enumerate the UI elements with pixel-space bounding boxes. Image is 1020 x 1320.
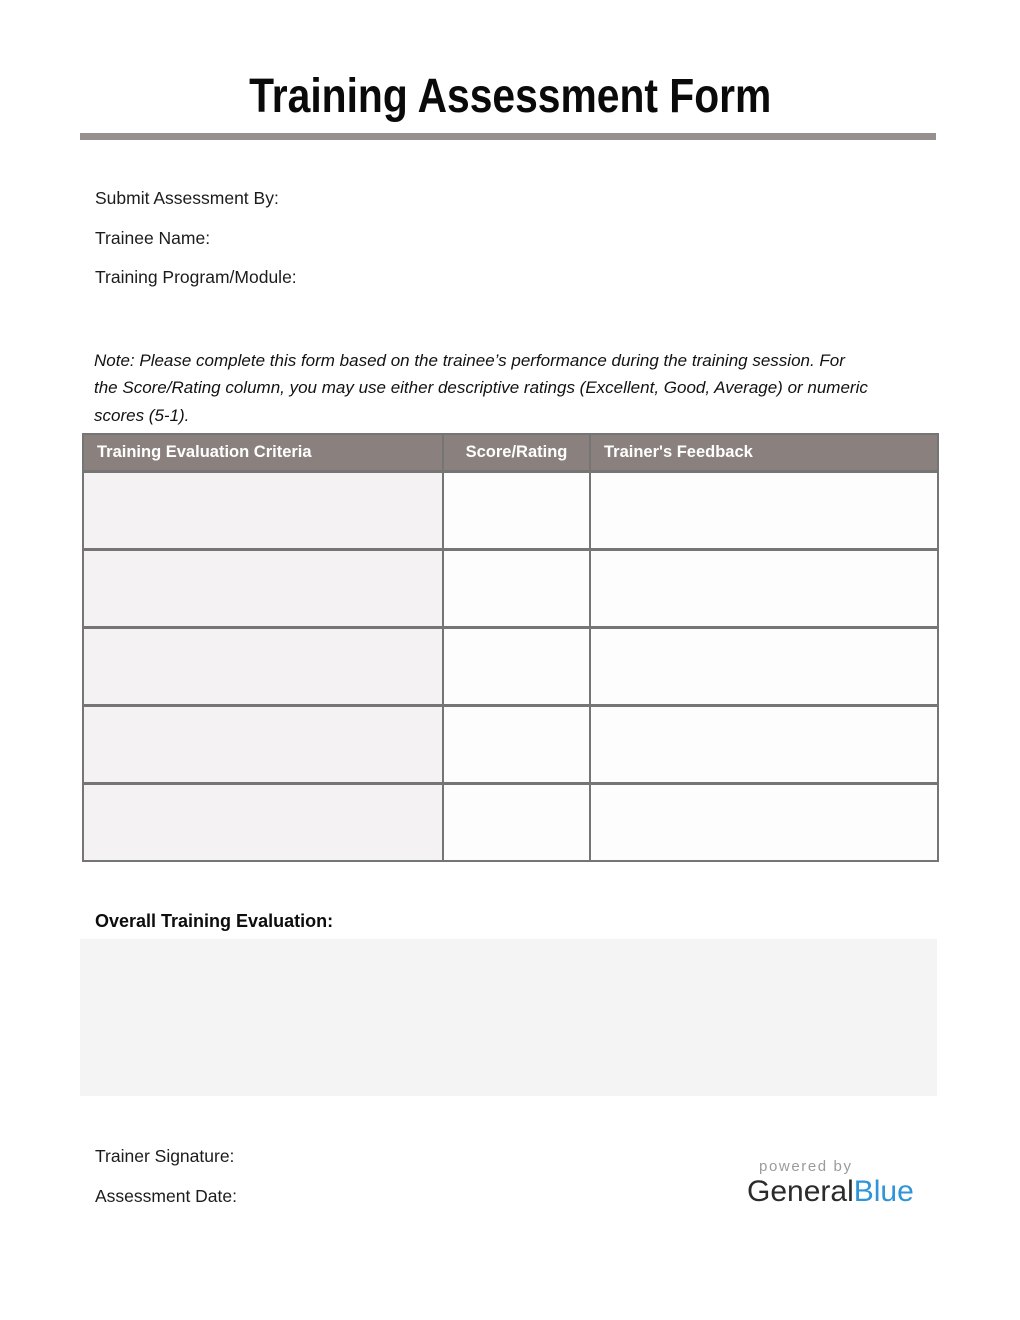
score-cell[interactable] xyxy=(443,705,590,783)
score-cell[interactable] xyxy=(443,549,590,627)
evaluation-row xyxy=(83,705,938,783)
note-line-2: the Score/Rating column, you may use either descriptive ratings (Excellent, Good, Average) or numeric xyxy=(94,378,868,398)
overall-evaluation-box[interactable] xyxy=(80,939,937,1096)
header-trainers-feedback: Trainer's Feedback xyxy=(590,434,938,471)
brand-name-blue: Blue xyxy=(853,1175,914,1208)
feedback-cell[interactable] xyxy=(590,549,938,627)
criteria-cell[interactable] xyxy=(83,783,443,861)
instruction-note xyxy=(94,347,868,429)
criteria-cell[interactable] xyxy=(83,471,443,549)
trainer-signature-label: Trainer Signature: xyxy=(95,1146,235,1166)
field-trainee-name xyxy=(95,228,522,249)
criteria-cell[interactable] xyxy=(83,627,443,705)
powered-by-text: powered by xyxy=(759,1158,853,1175)
field-training-program xyxy=(95,267,522,288)
brand-name-general: General xyxy=(747,1175,854,1208)
overall-evaluation-label: Overall Training Evaluation: xyxy=(95,911,334,931)
feedback-cell[interactable] xyxy=(590,783,938,861)
evaluation-row xyxy=(83,549,938,627)
criteria-cell[interactable] xyxy=(83,549,443,627)
page-title-text: Training Assessment Form xyxy=(248,70,772,123)
feedback-cell[interactable] xyxy=(590,705,938,783)
header-row xyxy=(83,434,938,471)
training-program-value[interactable] xyxy=(302,268,522,288)
brand-name xyxy=(747,1176,947,1208)
evaluation-row xyxy=(83,471,938,549)
submit-assessment-by-label: Submit Assessment By: xyxy=(95,188,279,208)
field-submit-assessment-by xyxy=(95,188,522,209)
criteria-cell[interactable] xyxy=(83,705,443,783)
evaluation-table-header xyxy=(83,434,938,471)
trainer-signature-value[interactable] xyxy=(239,1147,459,1167)
note-line-1: Note: Please complete this form based on the trainee’s performance during the training session. For xyxy=(94,351,845,370)
score-cell[interactable] xyxy=(443,471,590,549)
assessment-date-value[interactable] xyxy=(242,1187,462,1207)
page-title xyxy=(0,72,1020,122)
trainee-name-label: Trainee Name: xyxy=(95,227,211,248)
header-score-rating: Score/Rating xyxy=(443,434,590,471)
evaluation-row xyxy=(83,627,938,705)
score-cell[interactable] xyxy=(443,627,590,705)
field-trainer-signature xyxy=(95,1146,459,1167)
feedback-cell[interactable] xyxy=(590,627,938,705)
training-program-label: Training Program/Module: xyxy=(95,267,297,287)
trainee-name-value[interactable] xyxy=(215,229,435,249)
evaluation-table xyxy=(82,433,939,862)
header-criteria: Training Evaluation Criteria xyxy=(83,434,443,471)
form-fields xyxy=(95,188,522,307)
general-blue-logo xyxy=(747,1158,947,1208)
feedback-cell[interactable] xyxy=(590,471,938,549)
field-assessment-date xyxy=(95,1186,462,1207)
evaluation-row xyxy=(83,783,938,861)
assessment-date-label: Assessment Date: xyxy=(95,1186,237,1206)
evaluation-table-body xyxy=(83,471,938,861)
score-cell[interactable] xyxy=(443,783,590,861)
submit-assessment-by-value[interactable] xyxy=(284,189,504,209)
title-accent-bar xyxy=(80,133,936,140)
note-line-3: scores (5-1). xyxy=(94,405,190,425)
